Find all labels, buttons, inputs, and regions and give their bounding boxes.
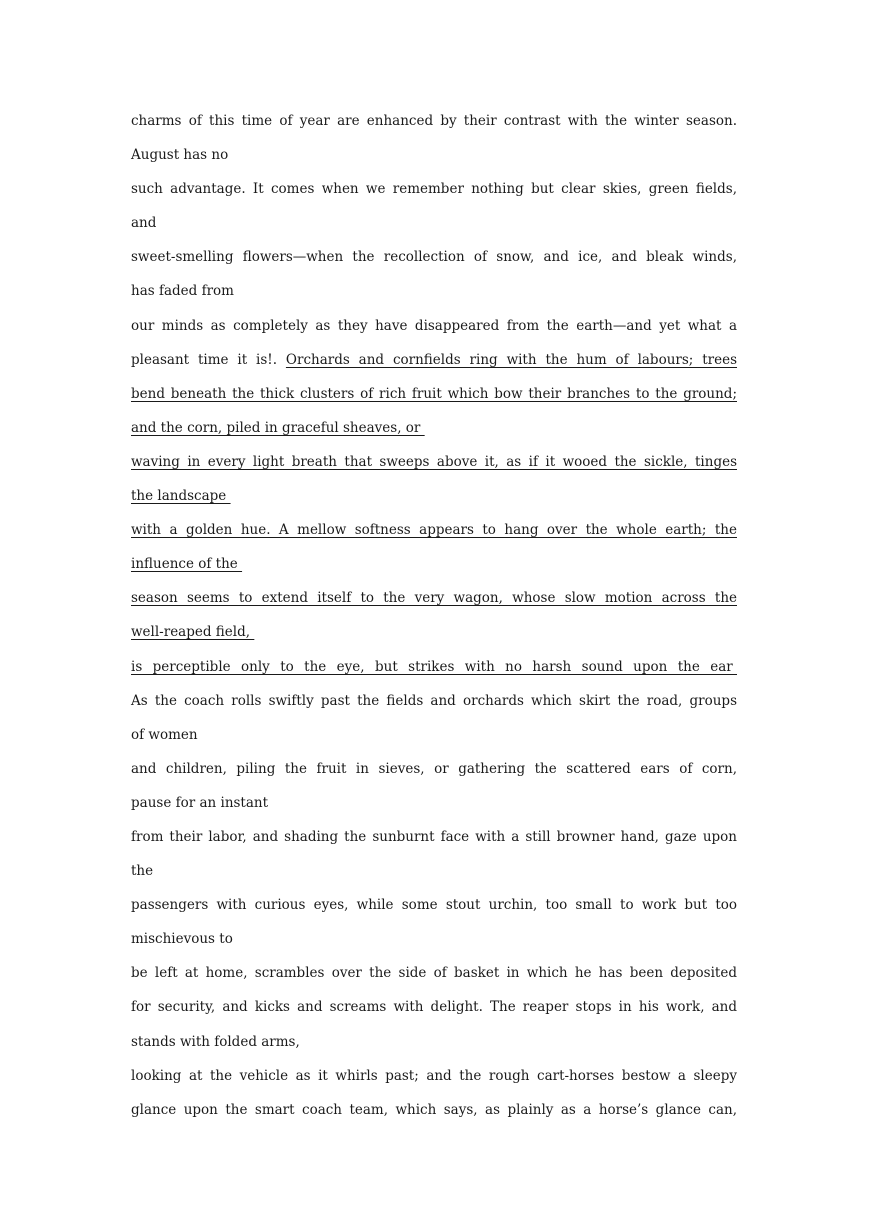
text-line <box>131 445 737 479</box>
text-line <box>131 513 737 547</box>
text-line <box>131 650 737 684</box>
text-segment: of women <box>131 726 198 743</box>
text-segment: sweet-smelling flowers—when the recollection of snow, and ice, and bleak winds, <box>131 249 737 266</box>
text-segment: from their labor, and shading the sunburnt face with a still browner hand, gaze upon <box>131 828 737 845</box>
text-segment: for security, and kicks and screams with delight. The reaper stops in his work, and <box>131 999 737 1016</box>
text-line <box>131 479 737 513</box>
text-segment: has faded from <box>131 283 234 300</box>
text-line <box>131 854 737 888</box>
text-segment: pause for an instant <box>131 794 269 811</box>
text-line <box>131 990 737 1024</box>
underlined-text: is perceptible only to the eye, but strikes with no harsh sound upon the ear <box>131 658 737 675</box>
underlined-text: bend beneath the thick clusters of rich fruit which bow their branches to the ground; <box>131 385 737 402</box>
text-segment: pleasant time it is!. <box>131 351 286 368</box>
text-line <box>131 786 737 820</box>
text-line <box>131 718 737 752</box>
text-line <box>131 922 737 956</box>
underlined-text: with a golden hue. A mellow softness appears to hang over the whole earth; the <box>131 522 737 539</box>
text-segment: such advantage. It comes when we remember nothing but clear skies, green fields, <box>131 181 737 198</box>
text-segment: As the coach rolls swiftly past the fields and orchards which skirt the road, groups <box>131 692 737 709</box>
text-line <box>131 206 737 240</box>
text-line <box>131 615 737 649</box>
text-segment: mischievous to <box>131 931 233 948</box>
text-line <box>131 274 737 308</box>
text-line <box>131 411 737 445</box>
text-segment: our minds as completely as they have disappeared from the earth—and yet what a <box>131 317 737 334</box>
text-line <box>131 956 737 990</box>
text-line <box>131 240 737 274</box>
text-line <box>131 172 737 206</box>
underlined-text: season seems to extend itself to the very wagon, whose slow motion across the <box>131 590 737 607</box>
underlined-text: well-reaped field, <box>131 624 255 641</box>
text-line <box>131 888 737 922</box>
text-line <box>131 1025 737 1059</box>
text-segment: looking at the vehicle as it whirls past; and the rough cart-horses bestow a sleepy <box>131 1067 737 1084</box>
underlined-text: the landscape <box>131 488 231 505</box>
text-segment: passengers with curious eyes, while some stout urchin, too small to work but too <box>131 897 737 914</box>
text-segment: and children, piling the fruit in sieves, or gathering the scattered ears of corn, <box>131 760 737 777</box>
text-line <box>131 752 737 786</box>
text-segment: charms of this time of year are enhanced by their contrast with the winter season. <box>131 113 737 129</box>
text-segment: stands with folded arms, <box>131 1033 300 1050</box>
text-segment: be left at home, scrambles over the side of basket in which he has been deposited <box>131 965 737 982</box>
text-line <box>131 343 737 377</box>
text-segment: the <box>131 863 154 880</box>
text-line <box>131 547 737 581</box>
body-text <box>131 104 737 1127</box>
text-line <box>131 581 737 615</box>
text-line <box>131 377 737 411</box>
text-line <box>131 104 737 138</box>
underlined-text: influence of the <box>131 556 243 573</box>
text-line <box>131 684 737 718</box>
text-segment: August has no <box>131 147 229 164</box>
text-segment: and <box>131 215 157 232</box>
underlined-text: Orchards and cornfields ring with the hum of labours; trees <box>285 351 738 368</box>
text-line <box>131 1059 737 1093</box>
underlined-text: waving in every light breath that sweeps above it, as if it wooed the sickle, tinges <box>131 453 737 470</box>
text-line <box>131 1093 737 1127</box>
text-line <box>131 820 737 854</box>
text-line <box>131 309 737 343</box>
text-line <box>131 138 737 172</box>
text-segment: glance upon the smart coach team, which says, as plainly as a horse’s glance can, <box>131 1101 737 1118</box>
underlined-text: and the corn, piled in graceful sheaves, or <box>131 419 425 436</box>
